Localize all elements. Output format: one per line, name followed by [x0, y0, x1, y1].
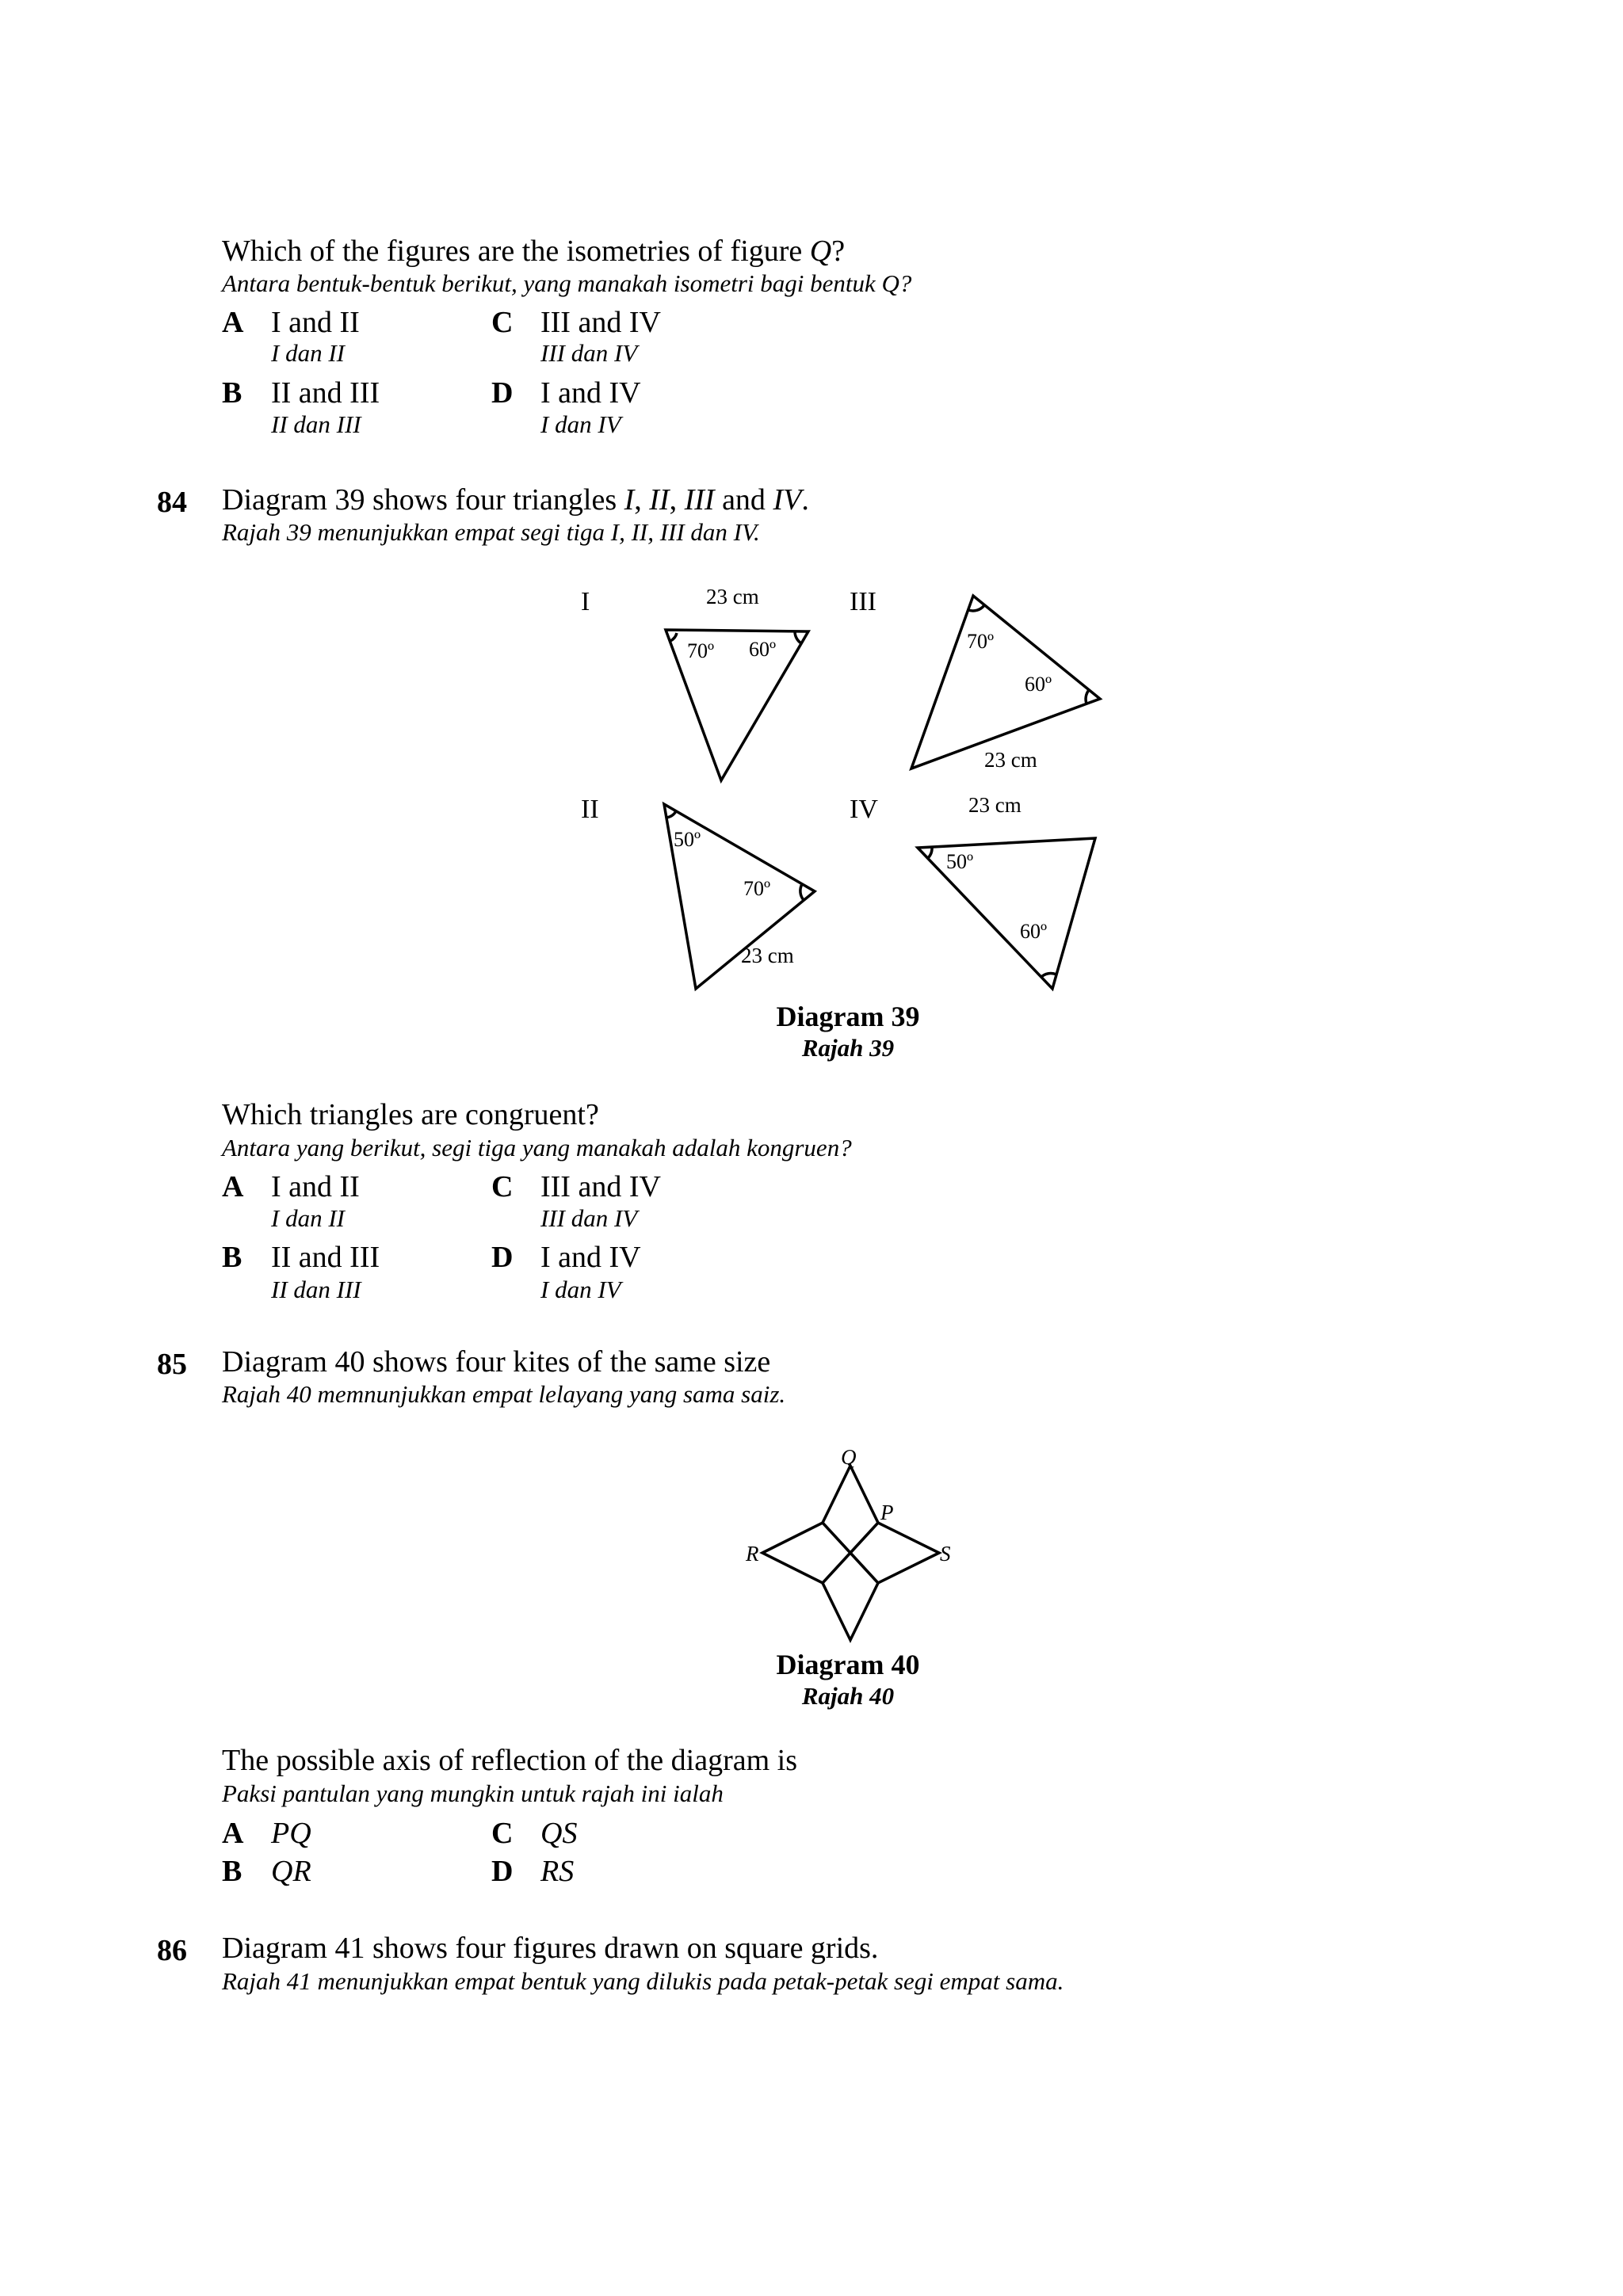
diagram-40-caption-en: Diagram 40 [776, 1649, 920, 1680]
q84-intro-en-a: Diagram 39 shows four triangles [222, 483, 624, 517]
q84-intro-en-iv: IV [773, 483, 802, 517]
q85-option-c-text: QS [540, 1817, 578, 1850]
q85-number: 85 [157, 1348, 187, 1381]
label-ii: II [581, 795, 599, 824]
diagram-40 [737, 1434, 975, 1648]
triangle-iv [918, 838, 1095, 989]
q84-intro-ms: Rajah 39 menunjukkan empat segi tiga I, II, III dan IV. [222, 518, 760, 546]
q83-question-en-end: ? [831, 235, 846, 268]
q84-option-c-ms: III dan IV [540, 1204, 638, 1232]
q83-option-c-en: III and IV [540, 306, 661, 339]
triangle-i-arc-right [795, 631, 801, 643]
triangle-ii-arc-right [800, 884, 804, 900]
triangle-i-angle-70: 70º [687, 639, 715, 662]
q83-option-a-en: I and II [271, 306, 360, 339]
triangle-i-angle-60: 60º [749, 638, 777, 661]
q85-option-b-letter: B [222, 1855, 242, 1888]
point-q-label: Q [841, 1445, 857, 1469]
diagram-39 [555, 570, 1125, 998]
triangle-iii-angle-60: 60º [1025, 673, 1052, 696]
q85-intro-ms: Rajah 40 memnunjukkan empat lelayang yang sama saiz. [222, 1380, 786, 1408]
triangle-iii [911, 596, 1100, 769]
q85-option-d-letter: D [491, 1855, 514, 1888]
triangle-i-side: 23 cm [706, 585, 759, 608]
label-iii: III [850, 587, 876, 616]
q84-intro-en-and: and [714, 483, 773, 517]
triangle-iv-angle-50: 50º [946, 850, 974, 873]
triangle-i-arc-left [670, 633, 677, 641]
q83-question-en [222, 236, 845, 266]
q85-intro-en: Diagram 40 shows four kites of the same size [222, 1345, 771, 1379]
q83-option-d-letter: D [491, 376, 514, 410]
q84-option-b-letter: B [222, 1241, 242, 1274]
triangle-ii-side: 23 cm [741, 944, 794, 967]
diagram-39-caption-ms: Rajah 39 [801, 1034, 895, 1062]
q83-question-ms: Antara bentuk-bentuk berikut, yang manakah isometri bagi bentuk Q? [222, 269, 912, 297]
q84-intro-en-ii: II [649, 483, 670, 517]
q84-option-a-ms: I dan II [271, 1204, 345, 1232]
q84-option-c-en: III and IV [540, 1170, 661, 1203]
q85-option-c-letter: C [491, 1817, 514, 1850]
triangle-iv-angle-60: 60º [1020, 920, 1048, 943]
q84-option-d-ms: I dan IV [540, 1276, 621, 1303]
q86-intro-ms: Rajah 41 menunjukkan empat bentuk yang dilukis pada petak-petak segi empat sama. [222, 1967, 1064, 1995]
q84-question-en: Which triangles are congruent? [222, 1098, 599, 1131]
triangle-ii-angle-70: 70º [743, 877, 771, 900]
point-p-label: P [880, 1501, 894, 1524]
q85-option-a-text: PQ [271, 1817, 311, 1850]
triangle-iii-side: 23 cm [984, 748, 1037, 772]
q83-option-d-en: I and IV [540, 376, 641, 410]
triangle-iii-angle-70: 70º [967, 630, 995, 653]
q84-intro-en-c1: , [634, 483, 650, 517]
q84-intro-en-c2: , [669, 483, 685, 517]
q84-option-b-en: II and III [271, 1241, 380, 1274]
label-iv: IV [850, 795, 878, 824]
q85-option-a-letter: A [222, 1817, 244, 1850]
q84-option-d-letter: D [491, 1241, 514, 1274]
label-i: I [581, 587, 590, 616]
q84-option-c-letter: C [491, 1170, 514, 1203]
q85-option-d-text: RS [540, 1855, 575, 1888]
q83-option-b-ms: II dan III [271, 410, 361, 438]
q85-question-en: The possible axis of reflection of the diagram is [222, 1744, 798, 1777]
q83-option-d-ms: I dan IV [540, 410, 621, 438]
q83-option-c-letter: C [491, 306, 514, 339]
q84-intro-en-i: I [624, 483, 635, 517]
kite-bottom [823, 1553, 878, 1640]
triangle-iv-arc-bottom [1041, 974, 1056, 978]
q83-option-a-letter: A [222, 306, 244, 339]
q83-option-c-ms: III dan IV [540, 339, 638, 367]
q84-option-b-ms: II dan III [271, 1276, 361, 1303]
q84-intro-en [222, 485, 809, 515]
diagram-39-caption-en: Diagram 39 [776, 1001, 920, 1032]
q83-option-b-letter: B [222, 376, 242, 410]
q83-question-en-var: Q [809, 235, 832, 268]
diagram-40-caption-ms: Rajah 40 [801, 1682, 895, 1710]
triangle-iv-arc-left [928, 847, 932, 858]
q83-option-b-en: II and III [271, 376, 380, 410]
q83-question-en-text: Which of the figures are the isometries of figure [222, 235, 810, 268]
q83-option-a-ms: I dan II [271, 339, 345, 367]
q85-option-b-text: QR [271, 1855, 311, 1888]
q84-option-d-en: I and IV [540, 1241, 641, 1274]
kite-left [762, 1523, 850, 1583]
q84-option-a-en: I and II [271, 1170, 360, 1203]
kite-top [823, 1466, 878, 1553]
q84-number: 84 [157, 486, 187, 519]
q84-intro-en-iii: III [684, 483, 715, 517]
q84-intro-en-end: . [801, 483, 809, 517]
triangle-iii-arc-right [1086, 690, 1089, 704]
q85-question-ms: Paksi pantulan yang mungkin untuk rajah ini ialah [222, 1779, 724, 1807]
q84-option-a-letter: A [222, 1170, 244, 1203]
q86-intro-en: Diagram 41 shows four figures drawn on square grids. [222, 1932, 879, 1965]
kite-right [850, 1523, 939, 1583]
triangle-ii-arc-top [666, 811, 676, 818]
triangle-iv-side: 23 cm [968, 793, 1022, 817]
point-s-label: S [940, 1542, 951, 1566]
point-r-label: R [746, 1542, 759, 1566]
q84-question-ms: Antara yang berikut, segi tiga yang manakah adalah kongruen? [222, 1134, 852, 1161]
triangle-ii-angle-50: 50º [674, 828, 701, 851]
q86-number: 86 [157, 1934, 187, 1967]
